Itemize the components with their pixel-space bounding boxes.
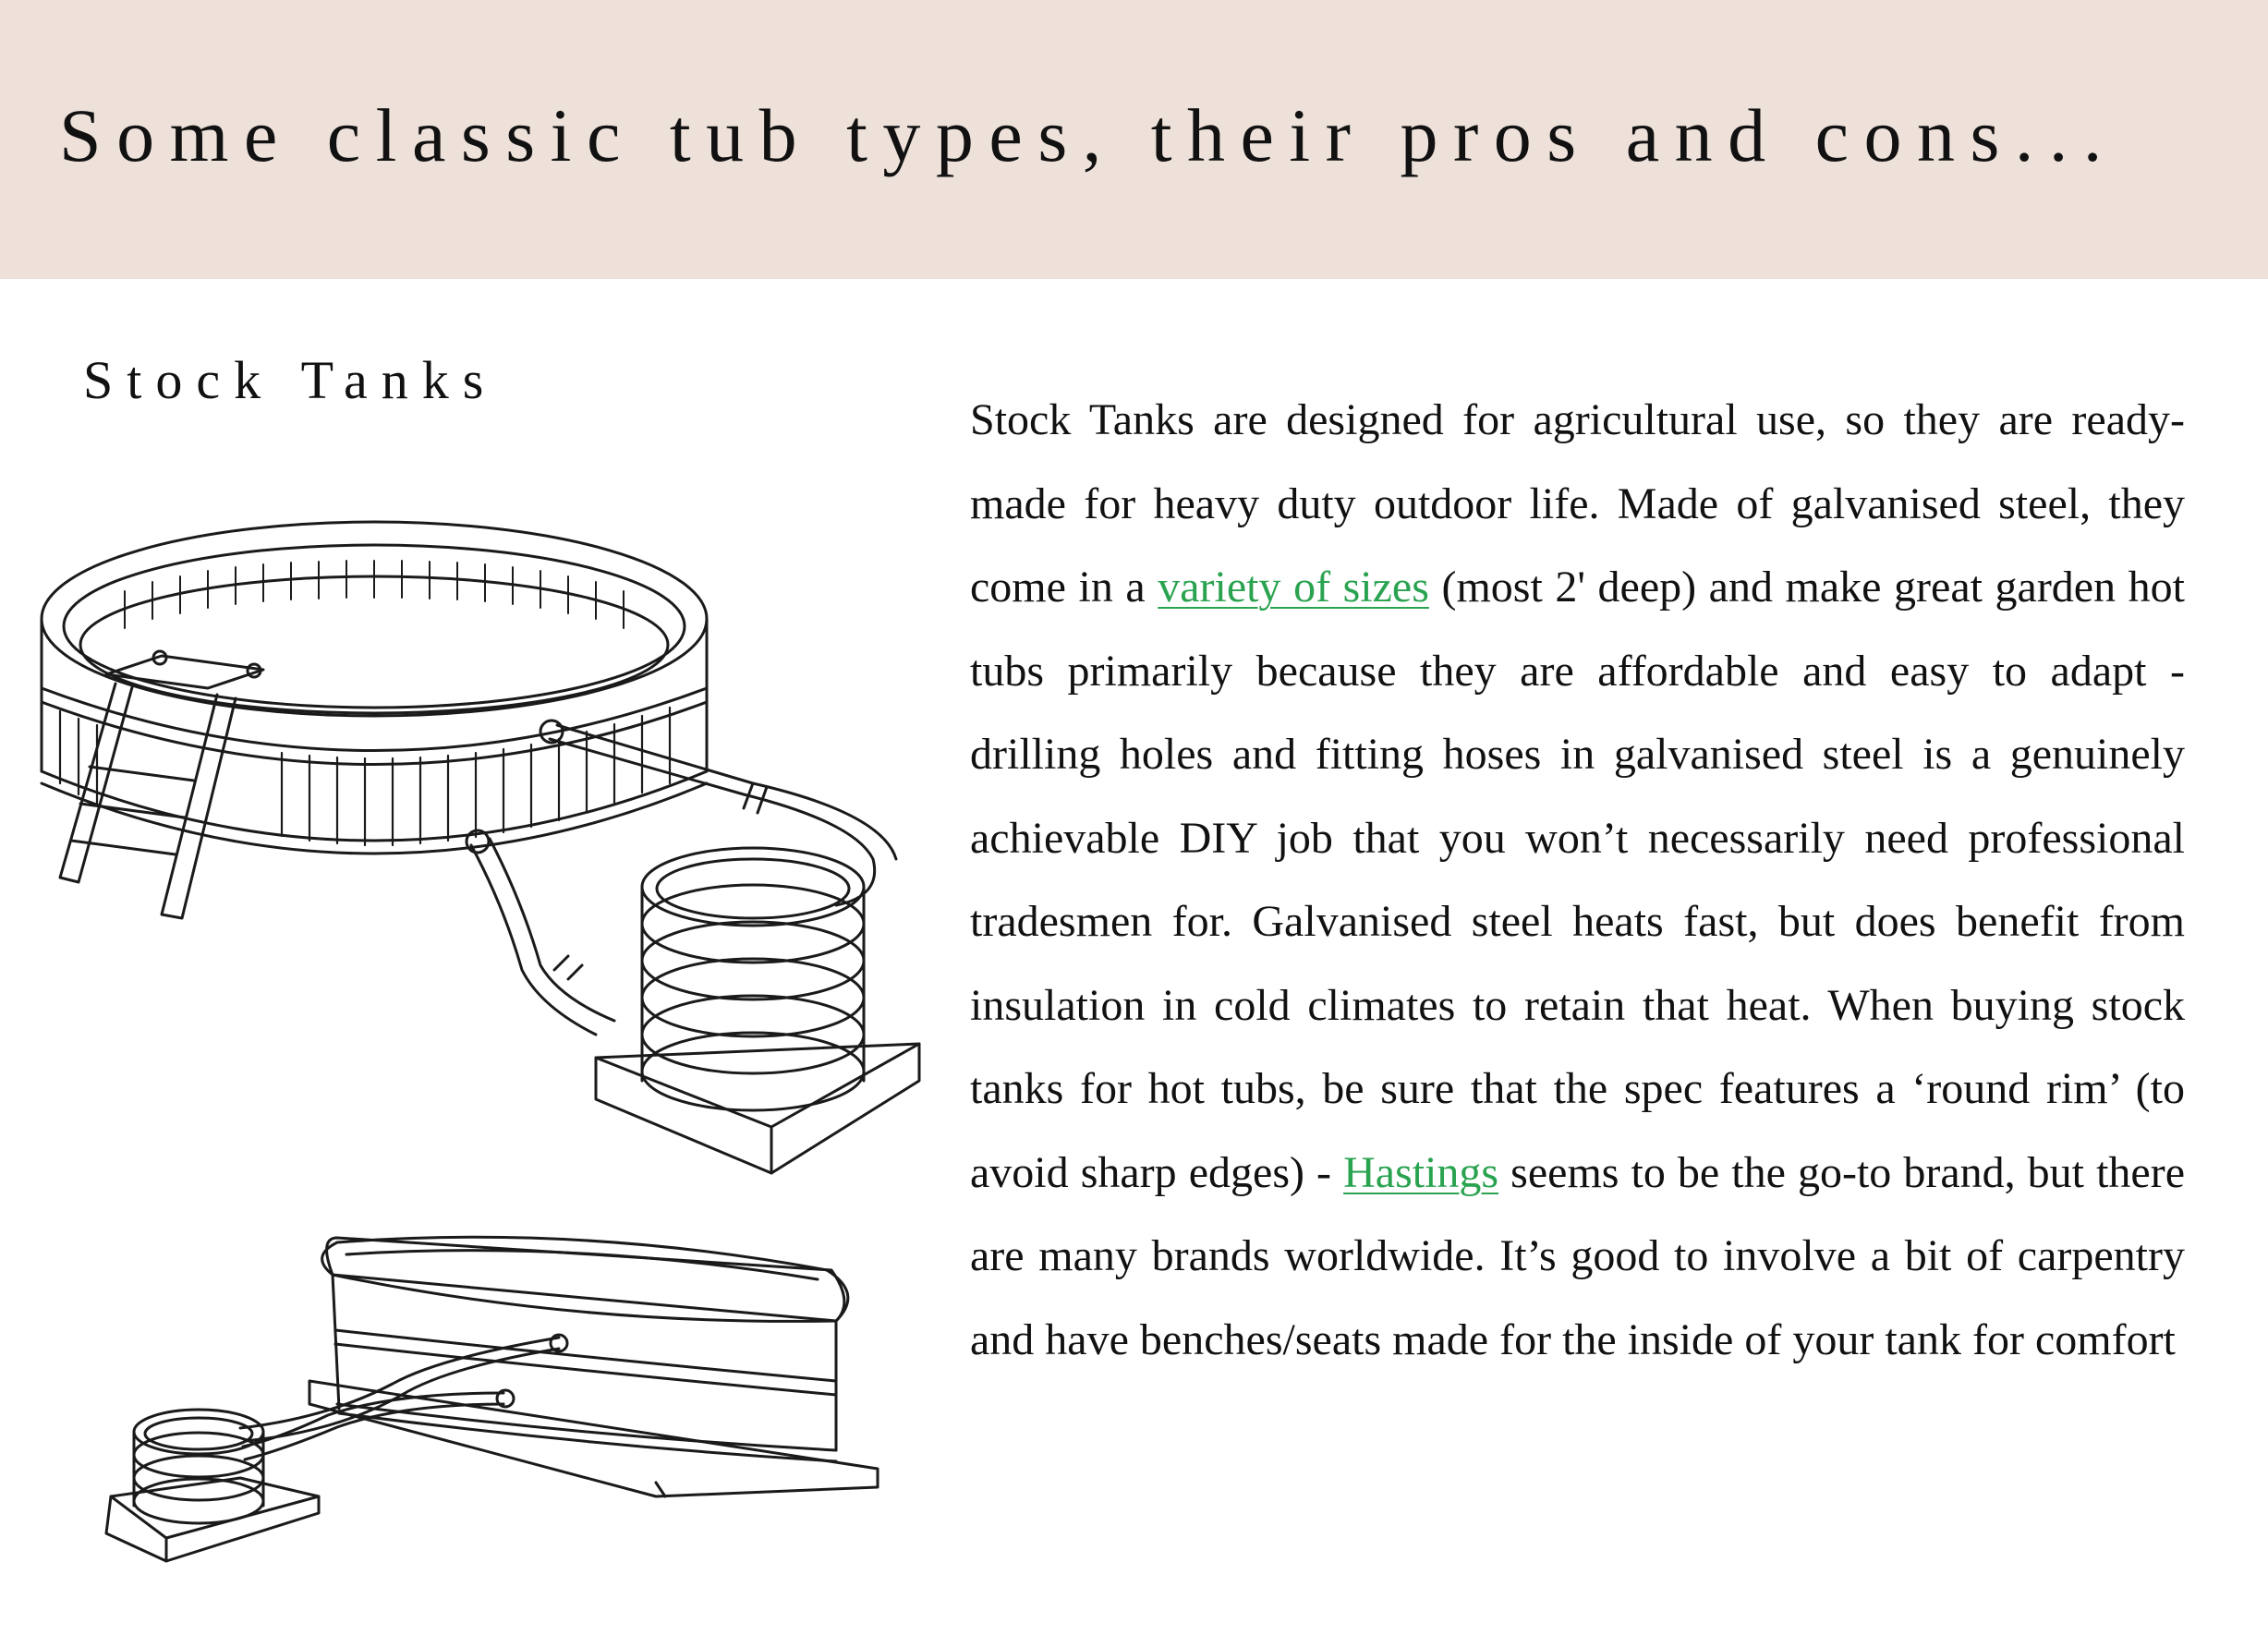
page-title: Some classic tub types, their pros and cons... [59, 93, 2117, 177]
section-heading: Stock Tanks [83, 350, 498, 410]
hastings-link[interactable]: Hastings [1343, 1147, 1499, 1197]
body-text-part-3: seems to be the go-to brand, but there are many brands worldwide. It’s good to involve a bit of carpentry and have benches/seats made for the inside of your tank for comfort [970, 1147, 2185, 1364]
title-banner [0, 0, 2268, 279]
round-stock-tank-illustration [23, 490, 928, 1182]
oval-stock-tank-illustration [97, 1219, 891, 1570]
body-paragraph [970, 379, 2185, 1382]
variety-of-sizes-link[interactable]: variety of sizes [1158, 563, 1429, 612]
body-text-part-1: Stock Tanks are designed for agricultural use, so they are ready-made for heavy duty outdoor life. Made of galvanised steel, they come in a [970, 395, 2185, 612]
body-text-part-2: (most 2' deep) and make great garden hot tubs primarily because they are affordable and easy to adapt - drilling holes and fitting hoses in galvanised steel is a genuinely achievable DIY job that you won’t necessarily need professional tradesmen for. Galvanised steel heats fast, but does benefit from insulation in cold climates to retain that heat. When buying stock tanks for hot tubs, be sure that the spec features a ‘round rim’ (to avoid sharp edges) - [970, 563, 2185, 1197]
